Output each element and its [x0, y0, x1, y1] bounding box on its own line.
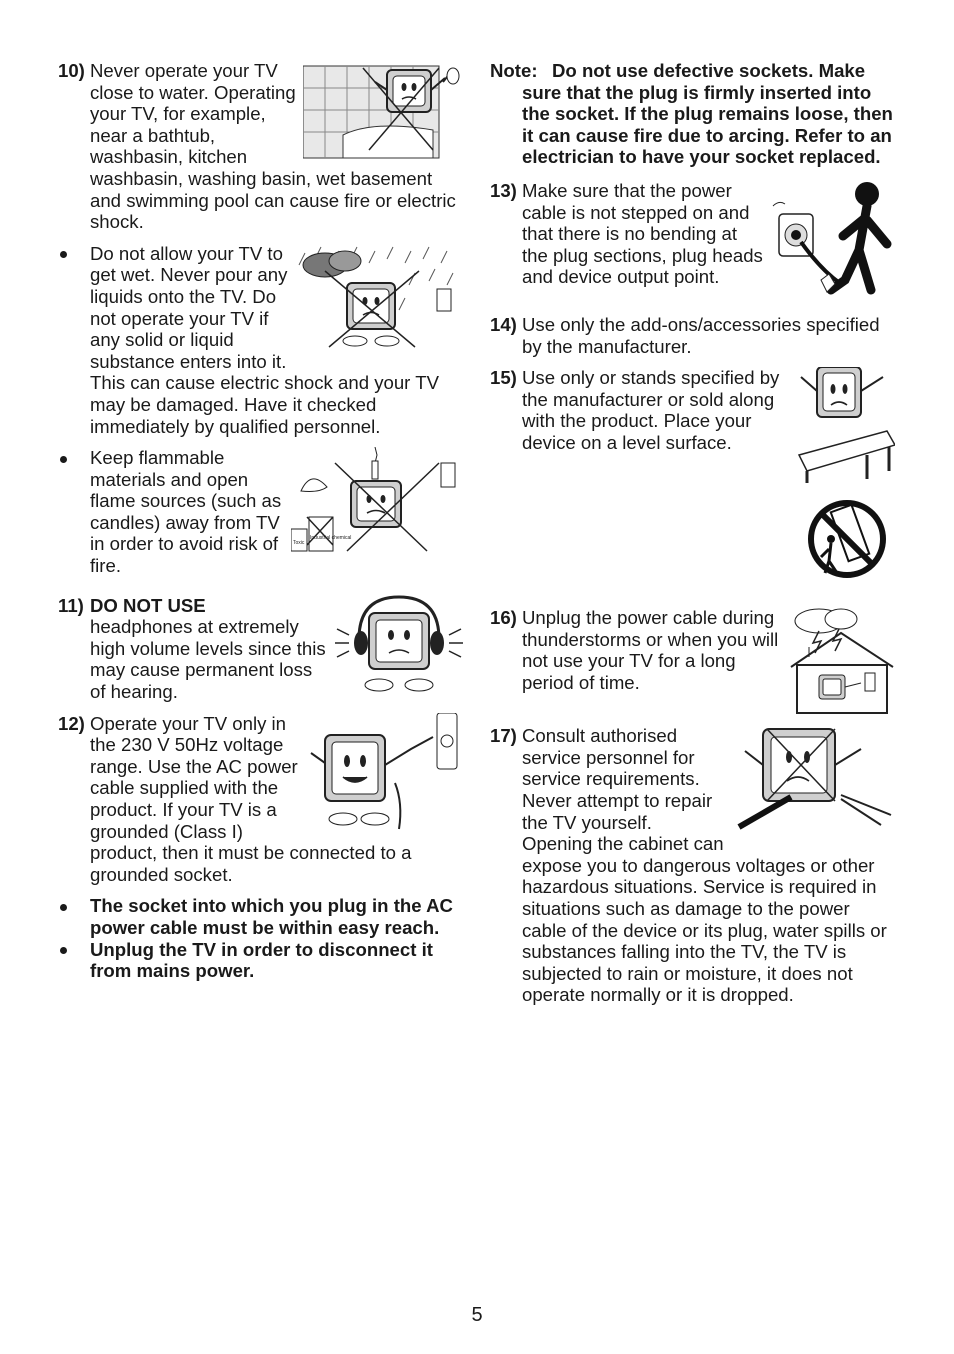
item-number: 12): [58, 712, 85, 734]
bullet-wet-text: Do not allow your TV to get wet. Never pour any liquids onto the TV. Do not operate your TV if any solid or liquid substance enters into it. This can cause electric shock and your TV may be damaged. Have it checked immediately by qualified personnel.: [90, 242, 439, 437]
bullet-flame-text: Keep flammable materials and open flame sources (such as candles) away from TV in order to avoid risk of fire.: [90, 447, 282, 577]
item-14-text: Use only the add-ons/accessories specified by the manufacturer.: [522, 313, 880, 357]
item-17: [490, 725, 895, 1006]
item-number: 10): [58, 60, 85, 81]
item-15-text: Use only or stands specified by the manufacturer or sold along with the product. Place your device on a level surface.: [522, 367, 780, 453]
item-12-text: Operate your TV only in the 230 V 50Hz voltage range. Use the AC power cable supplied with the product. If your TV is a grounded (Class I) product, then it must be connected to a grounded socket.: [90, 712, 412, 885]
item-14: [490, 314, 895, 357]
bottle-label-toxic: Toxic: [293, 540, 305, 547]
item-12: [58, 713, 463, 886]
note-label: Note:: [490, 60, 538, 81]
bullet-icon: [58, 243, 90, 265]
item-number: 14): [490, 313, 517, 335]
item-number: 13): [490, 179, 517, 201]
bullet-unplug-text: Unplug the TV in order to disconnect it from mains power.: [90, 938, 433, 982]
stand-illustration: [791, 367, 895, 597]
left-column: [58, 60, 463, 992]
bullet-socket: [58, 895, 463, 938]
tv-flame-illustration: [291, 447, 463, 555]
tv-plug-illustration: [303, 713, 463, 831]
bullet-flame: [58, 447, 463, 577]
item-13-text: Make sure that the power cable is not stepped on and that there is no bending at the plug sections, plug heads and device output point.: [522, 179, 763, 288]
bullet-unplug: [58, 939, 463, 982]
stepping-cable-illustration: [771, 180, 895, 304]
bullet-socket-text: The socket into which you plug in the AC power cable must be within easy reach.: [90, 895, 453, 938]
tv-headphones-illustration: [335, 595, 463, 695]
item-15: [490, 367, 895, 597]
item-number: 11): [58, 594, 84, 616]
item-17-text: Consult authorised service personnel for service requirements. Never attempt to repair the TV yourself. Opening the cabinet can expose you to dangerous voltages or other hazardous situations. Service is required in situations such as damage to the power cable of the device or its plug, water spills or substances falling into the TV, the TV is subjected to rain or moisture, it does not operate normally or it is dropped.: [522, 725, 887, 1006]
item-13: [490, 180, 895, 304]
item-11: [58, 595, 463, 703]
tv-rain-illustration: [295, 243, 463, 351]
bullet-wet: [58, 243, 463, 437]
item-16: [490, 607, 895, 715]
item-16-text: Unplug the power cable during thunderstorms or when you will not use your TV for a long period of time.: [522, 607, 779, 693]
bullet-icon: [58, 895, 90, 917]
item-number: 16): [490, 607, 517, 629]
tv-water-illustration: [303, 60, 463, 160]
item-10: [58, 60, 463, 233]
tv-repair-illustration: [731, 725, 895, 833]
bullet-icon: [58, 939, 90, 961]
right-column: [490, 60, 895, 1016]
item-number: 17): [490, 725, 517, 747]
page-number: 5: [471, 1304, 483, 1326]
item-10-text: Never operate your TV close to water. Operating your TV, for example, near a bathtub, washbasin, kitchen washbasin, washing basin, wet basement and swimming pool can cause fire or electric shock.: [90, 60, 456, 233]
item-11-heading: DO NOT USE: [90, 594, 206, 616]
bullet-icon: [58, 447, 90, 469]
item-11-text: headphones at extremely high volume levels since this may cause permanent loss of hearing.: [90, 616, 326, 703]
note-text: Do not use defective sockets. Make sure that the plug is firmly inserted into the socket. If the plug remains loose, then it can cause fire due to arcing. Refer to an electrician to have your socket replaced.: [522, 60, 893, 168]
item-number: 15): [490, 367, 517, 389]
thunderstorm-house-illustration: [789, 607, 895, 715]
note-defective-sockets: [490, 60, 895, 168]
bottle-label-chemical: Industrial chemical: [310, 535, 352, 542]
